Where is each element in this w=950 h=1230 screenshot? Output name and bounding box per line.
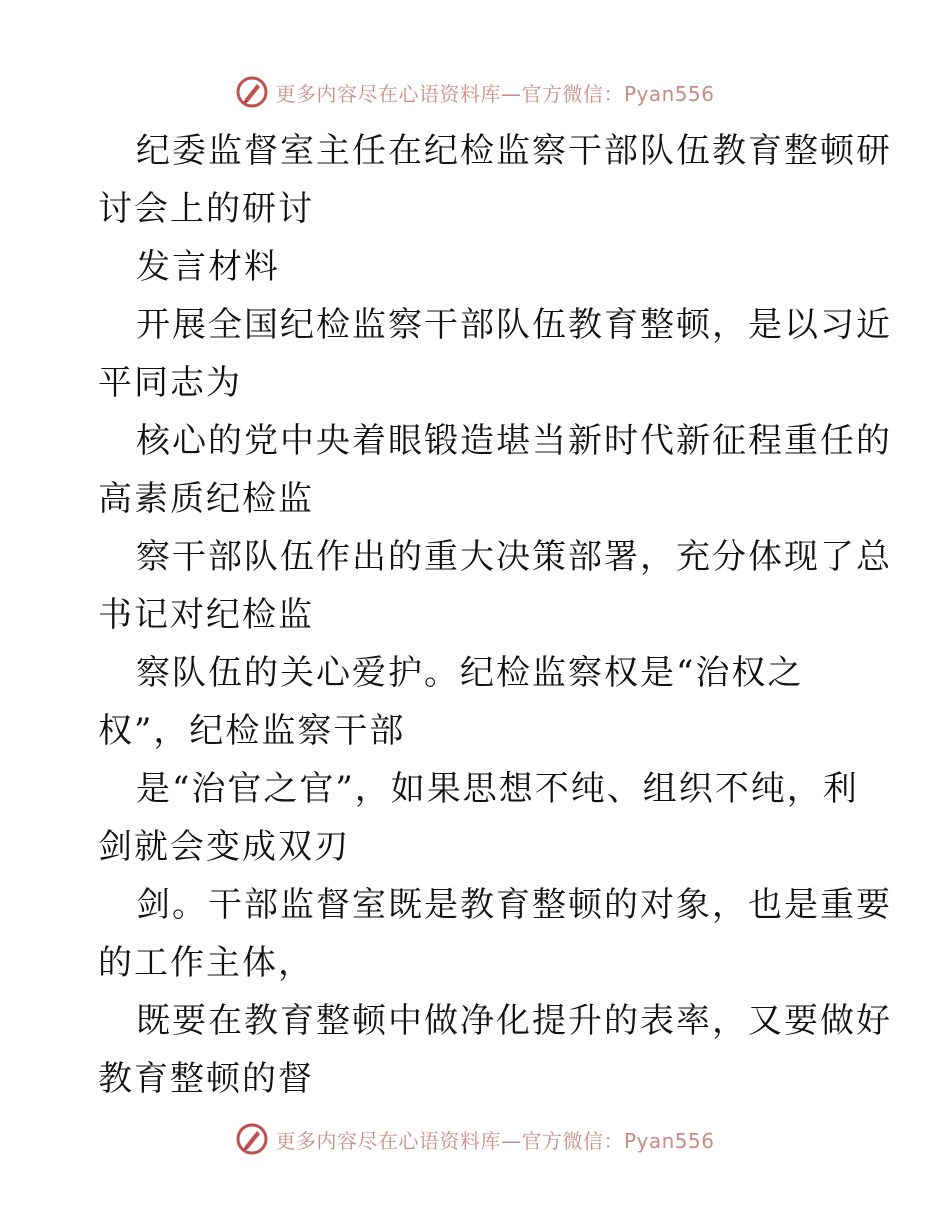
header-banner bbox=[0, 72, 950, 112]
text-line: 讨会上的研讨 bbox=[98, 189, 314, 229]
text-line: 既要在教育整顿中做净化提升的表率，又要做好 bbox=[136, 1001, 892, 1041]
text-line: 开展全国纪检监察干部队伍教育整顿，是以习近 bbox=[136, 305, 892, 345]
document-body bbox=[98, 122, 892, 1108]
text-line: 发言材料 bbox=[136, 247, 280, 287]
pen-logo-icon bbox=[235, 75, 269, 109]
text-line: 剑就会变成双刃 bbox=[98, 827, 350, 867]
text-line: 察干部队伍作出的重大决策部署，充分体现了总 bbox=[136, 537, 892, 577]
text-line: 的工作主体， bbox=[98, 943, 314, 983]
banner-text: 更多内容尽在心语资料库—官方微信：Pyan556 bbox=[275, 81, 715, 106]
text-line: 察队伍的关心爱护。纪检监察权是“治权之 bbox=[136, 653, 804, 693]
text-line: 权”，纪检监察干部 bbox=[98, 711, 406, 751]
text-line: 是“治官之官”，如果思想不纯、组织不纯，利 bbox=[136, 769, 859, 809]
text-line: 核心的党中央着眼锻造堪当新时代新征程重任的 bbox=[136, 421, 892, 461]
text-line: 剑。干部监督室既是教育整顿的对象，也是重要 bbox=[136, 885, 892, 925]
text-line: 书记对纪检监 bbox=[98, 595, 314, 635]
text-line: 平同志为 bbox=[98, 363, 242, 403]
text-line: 纪委监督室主任在纪检监察干部队伍教育整顿研 bbox=[136, 131, 892, 171]
banner-text: 更多内容尽在心语资料库—官方微信：Pyan556 bbox=[275, 1128, 715, 1153]
pen-logo-icon bbox=[235, 1122, 269, 1156]
text-line: 教育整顿的督 bbox=[98, 1059, 314, 1099]
text-line: 高素质纪检监 bbox=[98, 479, 314, 519]
footer-banner bbox=[0, 1119, 950, 1159]
